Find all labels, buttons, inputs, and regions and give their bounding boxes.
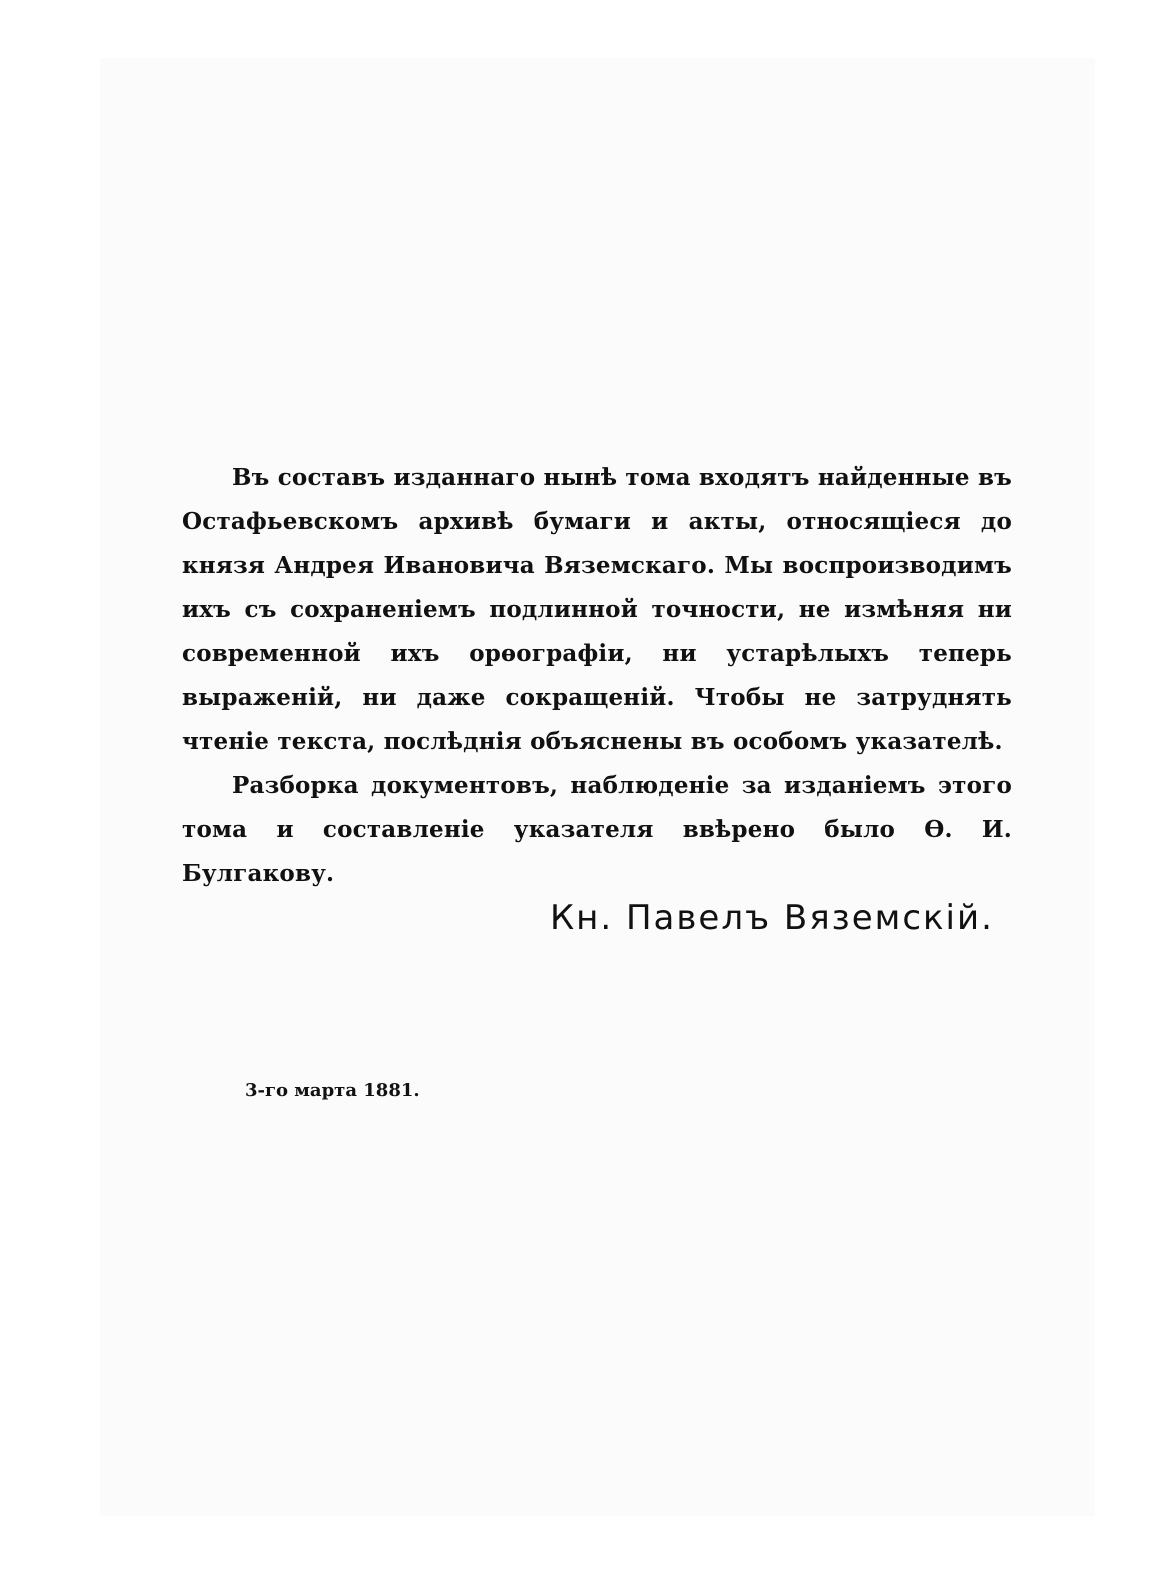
paragraph-editor: Разборка документовъ, наблюденіе за изданіемъ этого тома и составленіе указателя ввѣрено было Ѳ. И. Булгакову. — [182, 772, 1012, 887]
paragraph-intro: Въ составъ изданнаго нынѣ тома входятъ найденные въ Остафьевскомъ архивѣ бумаги и акты, относящіеся до князя Андрея Ивановича Вяземскаго. Мы воспроизводимъ ихъ съ сохраненіемъ подлинной точности, не измѣняя ни современной ихъ орѳографіи, ни устарѣлыхъ теперь выраженій, ни даже сокращеній. Чтобы не затруднять чтеніе текста, послѣднія объяснены въ особомъ указателѣ. — [182, 464, 1012, 755]
signature: Кн. Павелъ Вяземскій. — [550, 898, 994, 938]
body-text — [182, 456, 1012, 896]
date-line: 3-го марта 1881. — [245, 1080, 420, 1101]
